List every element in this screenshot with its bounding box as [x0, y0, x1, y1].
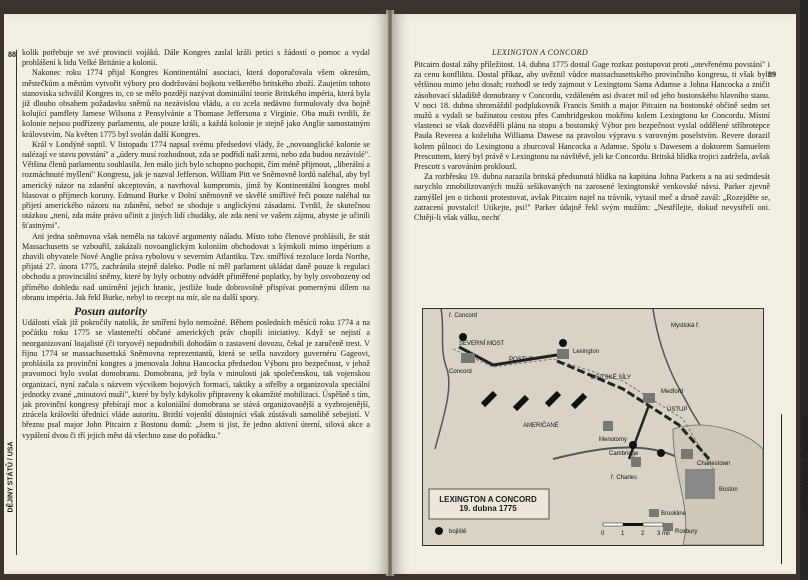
- map-label: ř. Concord: [449, 313, 478, 319]
- map-label: Brookline: [661, 511, 687, 517]
- map-label: AMERIČANÉ: [523, 423, 559, 429]
- sidebar-left-label: DĚJINY STÁTŮ / USA: [7, 441, 15, 513]
- left-page: [4, 14, 388, 574]
- town-marker: [681, 449, 693, 459]
- left-text-block: [22, 48, 370, 441]
- map-label: Lexington: [573, 349, 600, 355]
- legend-label: bojiště: [449, 529, 467, 535]
- town-marker: [643, 393, 655, 403]
- map-label: SEVERNÍ MOST: [459, 341, 505, 347]
- sidebar-right-label: OD IMPÉRIA K NEZÁVISLOSTI: [800, 417, 808, 519]
- historical-map: [422, 308, 764, 546]
- right-page: [392, 14, 808, 574]
- sidebar-right: [781, 414, 808, 564]
- paragraph: Král v Londýně soptil. V listopadu 1774 napsal svému předsedovi vlády, že „novoanglické kolonie se nalézají ve stavu povstání" a „údery musí rozhodnout, zda se podřídí naší zemi, nebo zda budou nezávislé". Většina členů parlamentu souhlasila. Jen málo jich bylo schopno pochopit, čím méně přijmout, „liberální a rozmáchnuté myšlení" Kongresu, jak je nazval Jefferson. William Pitt ve Sněmovně lordů naléhal, aby byl americký názor na zdanění akceptován, a navrhoval kompromis, jímž by Kontinentální kongres mohl hlasovat o příjmech koruny. Edmund Burke v Dolní sněmovně ve skvělé smířlivé řeči pouze naléhal na přijetí amerického názoru na zdanění, nebo! se shoduje s anglickými zásadami. Tvrdil, že skutečnou otázkou „není, zda máte právo učinit z jiných lidí chudáky, ale zda není ve vašem zájmu, abyste je učinili šťastnými".: [22, 139, 371, 231]
- paragraph: kolik potřebuje ve své provincii vojáků. Dále Kongres zaslal králi petici s žádostí o pomoc a vydal prohlášení k lidu Velké Británie a kolonií.: [22, 48, 370, 68]
- town-marker: [461, 353, 475, 363]
- paragraph: Události však již pokročily natolik, že smíření bylo nemožné. Během posledních měsíců roku 1774 a na počátku roku 1775 se vlastenečtí občané amerických práv chopili iniciativy. Když se nejistí a neorganizovaní loajalisté (či toryové) nepodrobili dohodám o zastavení dovozu, čekal je zaručeně trest. V říjnu 1774 se massachusettská Sněmovna reprezentantů, která se sešla navzdory guvernéru Gageovi, prohlásila za provinční kongres a jmenovala Johna Hancocka předsedou Výboru pro bezpečnost, v jehož pravomoci bylo svolat domobranu. Domobrana, jež byla v minulosti jak společenskou, tak vojenskou organizací, nyní začala s názvem výcvikem bojových formací, taktiky a střelby a organizovala speciální jednotky zvané „minutoví muži", které by byly kdykoliv připraveny k okamžité mobilizaci. Úspěšně s tím, jak provinční kongresy přebírají moc a koloniální domobrana se stává organizovanější a vyzbrojenější, ztrácela královští úřednící vláde autoritu. Britští vojenští důstojníci však zůstávali samolibě sebejistí. V březnu psal major John Pitcairn z Bostonu domů: „Jsem si jist, že jedno aktivní úterní, silová akce a vypálení dvou či tří jejich měst dá všechno zase do pořádku.": [22, 318, 370, 440]
- map-label: Roxbury: [675, 529, 698, 535]
- town-marker: [603, 421, 613, 431]
- right-text-block: [414, 60, 770, 223]
- paragraph: Nakonec roku 1774 přijal Kongres Kontinentální asociaci, která doporučovala všem okresům, městečkům a městům vytvořit výbory pro dodržování bojkotu veškerého britského zboží. Zaujetím tohoto stanoviska schválil Kongres to, co se mělo později nazývat dominiální teorie Britského impéria, která byla již dlouho obsahem požadavku sněmů na nezávislou vládu, a co zcela nedávno formulovaly dva hojně kolující pamflety Jamese Wilsona z Pensylvánie a Thomase Jeffersona z Virginie. Oba muži tvrdili, že kolonie nejsou podřízeny parlamentu, ale pouze králi, a každá kolonie je stejně jako Anglie samostatným královstvím. Na květen 1775 byl svolán další Kongres.: [22, 68, 370, 139]
- map-title: [433, 495, 543, 513]
- scale-label: 2: [641, 531, 645, 537]
- map-label: ÚSTUP: [667, 407, 688, 413]
- map-label: BRITSKÉ SÍLY: [591, 375, 631, 381]
- page-number-right: 89: [768, 70, 776, 79]
- section-heading: Posun autority: [74, 304, 148, 319]
- sidebar-left: [6, 394, 16, 514]
- map-label: POSTUP: [509, 357, 534, 363]
- town-marker: [557, 349, 569, 359]
- map-label: Charlestown: [697, 461, 731, 467]
- map-label: Menotomy: [599, 437, 628, 443]
- map-label: Boston: [719, 487, 738, 493]
- town-marker: [663, 523, 673, 531]
- town-marker: [685, 469, 715, 499]
- town-marker: [649, 509, 659, 517]
- scale-label: 0: [601, 531, 605, 537]
- running-head: LEXINGTON A CONCORD: [492, 48, 588, 57]
- map-label: Mystická ř.: [671, 323, 700, 329]
- map-label: Concord: [449, 369, 472, 375]
- map-subtitle: 19. dubna 1775: [459, 504, 517, 513]
- battle-legend-icon: [435, 527, 443, 535]
- margin-rule: [16, 50, 17, 555]
- map-label: ř. Charles: [611, 475, 638, 481]
- paragraph: Za rozbřesku 19. dubna narazila britská předsunutá hlídka na kapitána Johna Parkera a na asi sedmdesát narychlo zmobilizovaných mužů sešikovaných na zarosené lexingtonské venkovské návsi. Parker zjevně zamýšlel jen o tichosti protestovat, avšak Pitcairn najel na trávník, vytasil meč a drsně zavál: „Rozejděte se, zatracení povstalci! Utíkejte, psi!" Parker údajně řekl svým mužům: „Nestřílejte, dokud nevystřelí oni. Chtějí-li však válku, nechť: [414, 172, 770, 223]
- paragraph: Ani jedna sněmovna však neměla na takové argumenty náladu. Místo toho členové prohlásili, že stát Massachusetts se vzbouřil, zakázali novoanglickým koloniím obchodovat s kýmkoli mimo impérium a zbavili obyvatele Nové Anglie práva rybolovu v severním Atlantiku. Tzv. smířlivá rezoluce lorda Northe, přijatá 27. února 1775, zachránila stejně daleko. Podle ní měl parlament ukládat daně pouze k regulaci obchodu a provinciální sněmy, které by byly ochotny odvádět přiměřené poplatky, by byly osvobozeny od přímého dohledu nad umírnění jejich hranic, jestliže bude dobrovolně přispívat pomernými dílem na obranu impéria. Jak řekl Burke, nebyl to recept na mír, ale na další spory.: [22, 231, 370, 302]
- map-label: Cambridge: [609, 451, 639, 457]
- map-title-line: LEXINGTON A CONCORD: [439, 495, 537, 504]
- paragraph: Pitcairn dostal záhy příležitost. 14. dubna 1775 dostal Gage rozkaz postupovat proti „otevřenému povstání" i za cenu konfliktu. Dostal příkaz, aby uvěznil vůdce massachusettského provinčního kongresu, ti však byli většinou mimo jeho dosah; rozhodl se tedy zajmout v Lexingtonu Sama Adamse a Johna Hancocka a zničit zásobovací skladiště domobrany v Concordu, vzdáleném asi dvacet mil od jeho bostonského hlavního stanu. V noci 18. dubna shromáždil podplukovník Francis Smith a major Pitcairn na bostonské občině sedm set mužů a vydali se bažinatou cestou přes Cambridgeskou mokřinu kolem Lexingtonu ke Concordu. Místní vlastenci se však dozvěděli plánu na stopu a bostonský Výbor pro bezpečnost vyslal oddělené stříbrotepce Paula Reverea a koželuha Williama Dawese na pravolou výpravu s varovným poselstvím. Revere dorazil kolem půlnoci do Lexingtonu a zburcoval Hancocka a Adamse. Spolu s Dawesem a doktorem Samuelem Prescottem, který byl právě v Lexingtonu na návštěvě, jeli ke Concordu. Britská hlídka trojici zadržela, avšak Prescott s varováním proklouzl.: [414, 60, 770, 172]
- scale-label: 3 mil: [657, 531, 670, 537]
- map-label: Medford: [661, 389, 684, 395]
- town-marker: [631, 457, 641, 467]
- page-number-left: 88: [8, 50, 16, 59]
- scale-label: 1: [621, 531, 625, 537]
